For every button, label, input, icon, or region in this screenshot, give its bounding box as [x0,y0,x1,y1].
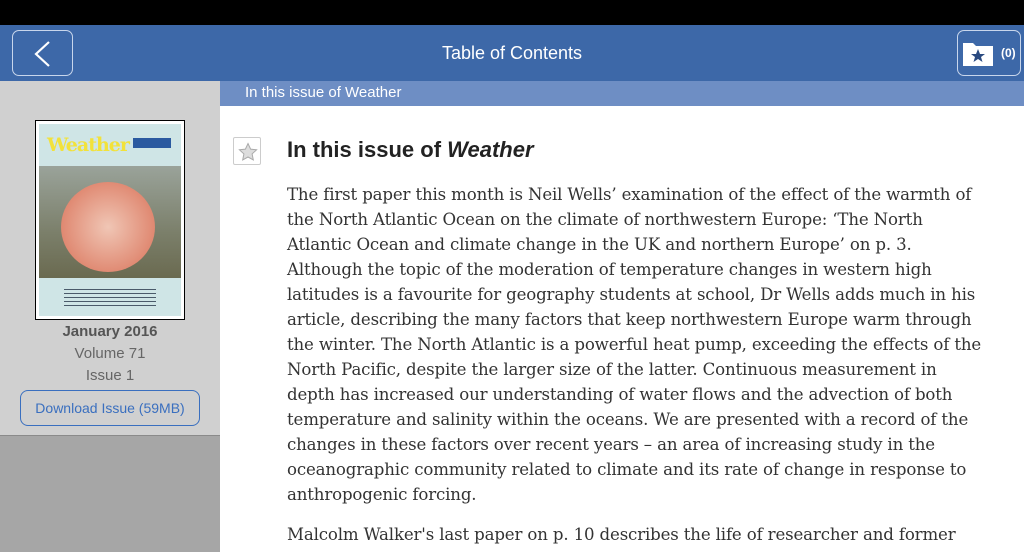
saved-articles-button[interactable] [957,30,1021,76]
article-paragraph [287,182,981,507]
paragraph-line: temperature and salinity within the oceans. We are presented with a record of the [287,410,969,429]
paragraph-line: The first paper this month is Neil Wells’ examination of the effect of the warmth of [287,185,972,204]
paragraph-line: article, describing the many factors that keep northwestern Europe warm through [287,310,972,329]
article-pane [220,81,1024,552]
article-title-text: In this issue of [287,137,448,162]
issue-date: January 2016 [62,323,158,340]
paragraph-line: the winter. The North Atlantic is a powerful heat pump, exceeding the effects of the [287,335,982,354]
paragraph-line: Although the topic of the moderation of temperature changes in western high [287,260,932,279]
article-title [287,137,534,163]
cover-logo: Weather [47,134,129,156]
favorite-button[interactable] [233,137,261,165]
issue-cover-image[interactable] [35,120,185,320]
paragraph-line: Atlantic Ocean and climate change in the UK and northern Europe’ on p. 3. [287,235,912,254]
cover-artwork-circle [61,182,155,272]
article-paragraph-2: Malcolm Walker's last paper on p. 10 describes the life of researcher and former [287,525,956,544]
page-title: Table of Contents [441,43,583,63]
paragraph-line: depth has increased our understanding of water flows and the advection of both [287,385,953,404]
article-title-journal: Weather [447,137,534,162]
issue-sidebar [0,81,220,552]
paragraph-line: oceanographic community related to climate and its rate of change in response to [287,460,967,479]
issue-info-panel [0,81,220,436]
issue-volume: Volume 71 [74,345,146,362]
paragraph-line: changes in these factors over recent years – an area of increasing study in the [287,435,935,454]
paragraph-line: anthropogenic forcing. [287,485,477,504]
star-icon [238,142,258,162]
paragraph-line: the North Atlantic Ocean on the climate of northwestern Europe: ‘The North [287,210,923,229]
section-header: In this issue of Weather [220,81,1024,106]
status-bar [0,0,1024,25]
app-header [0,25,1024,81]
folder-star-icon [962,39,994,67]
cover-badge [133,138,171,148]
download-issue-button[interactable]: Download Issue (59MB) [20,390,200,426]
cover-text [64,286,156,308]
paragraph-line: latitudes is a favourite for geography students at school, Dr Wells adds much in his [287,285,976,304]
paragraph-line: North Pacific, despite the larger size of the latter. Continuous measurement in [287,360,937,379]
saved-count: (0) [1001,46,1016,60]
issue-number: Issue 1 [85,367,135,384]
